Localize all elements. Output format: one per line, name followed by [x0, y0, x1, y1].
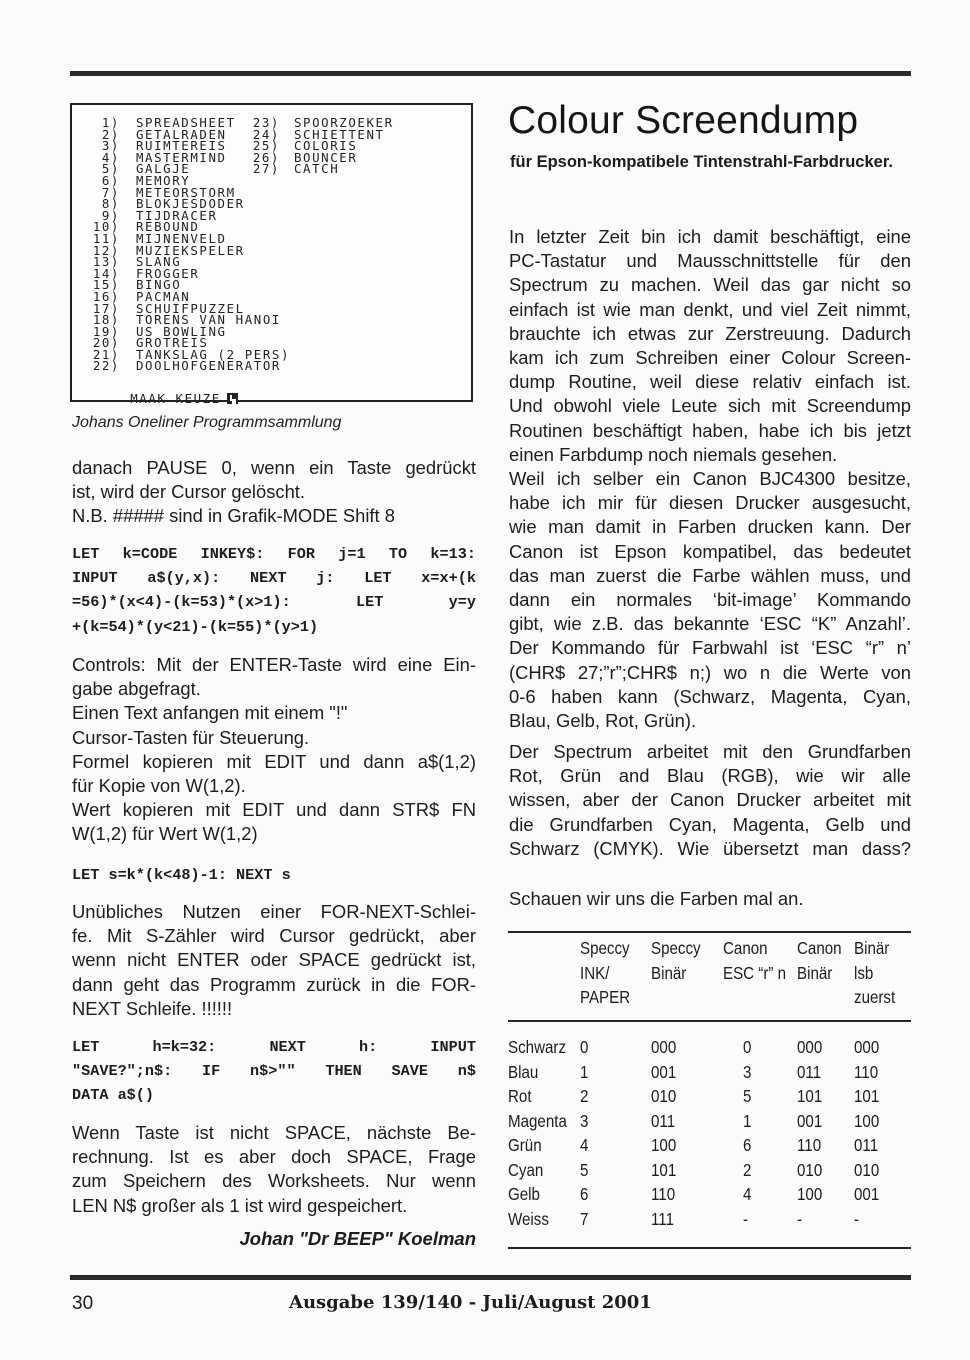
text-line: N.B. ##### sind in Grafik-MODE Shift 8 [72, 505, 395, 527]
text-line: Unübliches Nutzen einer FOR-NEXT-Schlei- [72, 901, 476, 922]
table-header-cell [723, 936, 796, 1010]
table-cell [508, 1109, 576, 1134]
issue-info: Ausgabe 139/140 - Juli/August 2001 [289, 1292, 652, 1313]
table-cell-value: 1 [743, 1110, 752, 1131]
program-name: PACMAN [136, 288, 191, 304]
program-name: GALGJE [136, 161, 191, 177]
table-cell-value: 011 [797, 1061, 822, 1082]
table-cell [743, 1133, 757, 1158]
program-number: 14) [92, 265, 120, 281]
program-name: GETALRADEN [136, 126, 227, 142]
text-line: PC-Tastatur und Mausschnittstelle für den [509, 250, 911, 272]
article-paragraph-2 [509, 467, 911, 733]
text-line: NEXT Schleife. !!!!!! [72, 997, 233, 1019]
table-cell-value: 110 [854, 1061, 879, 1082]
program-list-item [246, 163, 394, 175]
header-line: Binär [797, 962, 833, 983]
header-rule [70, 71, 911, 76]
table-cell-value: 101 [651, 1159, 677, 1180]
table-cell [651, 1207, 678, 1232]
table-bottom-rule [508, 1247, 911, 1249]
table-cell-value: 101 [797, 1086, 823, 1106]
table-cell-value: 000 [651, 1037, 677, 1057]
text-line: fe. Mit S-Zähler wird Cursor gedrückt, aber [72, 925, 476, 947]
program-number: 16) [92, 288, 120, 304]
program-number: 9) [101, 207, 120, 223]
table-cell [651, 1035, 680, 1060]
table-cell-value: 011 [854, 1135, 879, 1155]
program-name: MASTERMIND [136, 149, 227, 165]
text-line: dump Routine, weil diese relativ einfach ist. [509, 371, 911, 393]
text-line: =56)*(x<4)-(k=53)*(x>1): LET y=y [72, 593, 476, 612]
table-cell-value: 6 [580, 1184, 589, 1204]
table-cell [854, 1109, 883, 1134]
table-cell [797, 1207, 803, 1232]
text-line: "SAVE?";n$: IF n$>"" THEN SAVE n$ [72, 1062, 476, 1081]
program-name: FROGGER [136, 265, 200, 281]
table-cell-value: 101 [854, 1086, 880, 1106]
header-line: ESC “r” n [723, 962, 787, 983]
table-cell [743, 1084, 757, 1109]
text-line: das man zuerst die Farbe wählen muss, und [509, 564, 911, 586]
program-number: 27) [252, 161, 280, 177]
header-line: Binär [651, 962, 687, 983]
table-cell [508, 1060, 543, 1085]
left-paragraph-4 [72, 1121, 476, 1218]
article-paragraph-1 [509, 225, 911, 467]
program-name: MIJNENVELD [136, 230, 227, 246]
text-line: einen Farbdump noch niemals gesehen. [509, 443, 838, 465]
text-line: Spectrum zu machen. Weil das gar nicht so [509, 274, 911, 296]
text-line: wie man damit in Farben drucken kann. Der [509, 516, 911, 538]
text-line: Einen Text anfangen mit einem "!" [72, 702, 348, 724]
table-cell-value: 110 [797, 1135, 822, 1155]
text-line: Schauen wir uns die Farben mal an. [509, 888, 804, 909]
table-cell-value: 000 [854, 1037, 880, 1057]
program-number: 18) [92, 312, 120, 328]
table-cell [797, 1182, 826, 1207]
text-line: Der Spectrum arbeitet mit den Grundfarben [509, 741, 911, 762]
header-line [651, 985, 701, 1010]
header-line: Canon [797, 938, 842, 958]
table-cell [854, 1060, 882, 1085]
code-block-1 [72, 542, 476, 639]
program-number: 8) [101, 196, 120, 212]
table-cell-value: 100 [854, 1110, 880, 1131]
figure-caption: Johans Oneliner Programmsammlung [72, 414, 342, 431]
text-line: für Kopie von W(1,2). [72, 775, 246, 797]
program-number: 19) [92, 323, 120, 339]
table-cell [651, 1133, 680, 1158]
table-cell [797, 1133, 825, 1158]
table-cell-value: Weiss [508, 1208, 549, 1229]
table-cell [743, 1158, 757, 1183]
table-cell-value: Cyan [508, 1159, 544, 1180]
program-name: SCHUIFPUZZEL [136, 300, 245, 316]
text-line: kam ich zum Schreiben einer Colour Screen- [509, 347, 911, 369]
table-row [508, 1182, 911, 1207]
text-line: LET h=k=32: NEXT h: INPUT [72, 1038, 476, 1056]
program-number: 6) [101, 172, 120, 188]
text-line: Controls: Mit der ENTER-Taste wird eine Ein- [72, 654, 476, 675]
table-cell-value: 001 [854, 1184, 880, 1204]
text-line: Wert kopieren mit EDIT und dann STR$ FN [72, 799, 476, 821]
header-line [508, 985, 512, 1010]
program-name: TIJDRACER [136, 207, 218, 223]
program-name: MEMORY [136, 172, 191, 188]
program-number: 5) [101, 161, 120, 177]
table-cell-value: 6 [743, 1135, 752, 1155]
table-cell [580, 1035, 594, 1060]
table-cell-value: - [854, 1208, 860, 1229]
program-number: 25) [252, 138, 280, 154]
table-top-rule [508, 931, 911, 933]
article-subtitle: für Epson-kompatibele Tintenstrahl-Farbdrucker. [510, 153, 893, 171]
left-paragraph-1 [72, 456, 476, 529]
table-cell [854, 1182, 883, 1207]
table-cell [743, 1207, 757, 1232]
table-cell-value: 1 [580, 1061, 589, 1082]
program-number: 3) [101, 138, 120, 154]
table-cell [508, 1133, 547, 1158]
program-number: 13) [92, 254, 120, 270]
program-name: DOOLHOFGENERATOR [136, 358, 281, 374]
text-line: habe ich mir für diesen Drucker ausgesucht, [509, 492, 911, 514]
program-number: 17) [92, 300, 120, 316]
table-cell [743, 1035, 757, 1060]
text-line: LET k=CODE INKEY$: FOR j=1 TO k=13: [72, 545, 476, 563]
table-row [508, 1060, 911, 1085]
table-cell-value: 4 [580, 1135, 589, 1155]
text-line: wissen, aber der Canon Drucker arbeitet mit [509, 789, 911, 811]
table-cell-value: 001 [651, 1061, 677, 1082]
header-line: Binär [854, 938, 890, 958]
table-header-cell [508, 936, 513, 1010]
text-line: W(1,2) für Wert W(1,2) [72, 823, 258, 845]
text-line: danach PAUSE 0, wenn ein Taste gedrückt [72, 457, 476, 478]
table-row [508, 1158, 911, 1183]
table-cell-value: - [797, 1208, 803, 1229]
program-name: BINGO [136, 277, 182, 293]
table-cell [797, 1035, 826, 1060]
table-cell-value: 001 [797, 1110, 823, 1131]
table-cell [743, 1109, 757, 1134]
table-header-cell [651, 936, 709, 1010]
program-name: US BOWLING [136, 323, 227, 339]
table-row [508, 1084, 911, 1109]
table-cell-value: - [743, 1208, 749, 1229]
program-number: 21) [92, 346, 120, 362]
table-cell-value: 2 [743, 1159, 752, 1180]
table-cell [651, 1060, 680, 1085]
table-cell [743, 1182, 757, 1207]
program-number: 20) [92, 335, 120, 351]
text-line: Schwarz (CMYK). Wie übersetzt man dass? [509, 837, 911, 859]
table-cell-value: 110 [651, 1184, 676, 1204]
table-cell-value: 0 [743, 1037, 752, 1057]
program-number: 10) [92, 219, 120, 235]
program-name: METEORSTORM [136, 184, 236, 200]
table-cell [797, 1084, 826, 1109]
left-paragraph-2 [72, 653, 476, 847]
table-row [508, 1109, 911, 1134]
table-header-cell [797, 936, 849, 1010]
program-number: 7) [101, 184, 120, 200]
text-line: rechnung. Ist es aber doch SPACE, Frage [72, 1146, 476, 1168]
program-name: GROTREIS [136, 335, 209, 351]
author-signature: Johan "Dr BEEP" Koelman [239, 1228, 476, 1249]
text-line: Cursor-Tasten für Steuerung. [72, 726, 310, 748]
program-name: SPREADSHEET [136, 115, 236, 130]
table-cell [651, 1182, 679, 1207]
program-number: 23) [252, 115, 280, 130]
choice-prompt [94, 381, 238, 416]
header-line: zuerst [854, 987, 896, 1007]
table-cell-value: Gelb [508, 1184, 540, 1204]
table-cell [508, 1084, 535, 1109]
table-cell-value: Schwarz [508, 1037, 567, 1057]
program-name: RUIMTEREIS [136, 138, 227, 154]
table-cell-value: 000 [797, 1037, 823, 1057]
left-paragraph-3 [72, 900, 476, 1021]
program-name: SPOORZOEKER [294, 115, 394, 130]
table-cell [580, 1060, 594, 1085]
choice-prompt-text: MAAK KEUZE [130, 390, 221, 406]
footer-rule [70, 1275, 911, 1280]
header-line: PAPER [580, 987, 631, 1007]
program-number: 1) [101, 115, 120, 130]
header-line: INK/ [580, 962, 610, 983]
table-cell-value: 010 [651, 1086, 677, 1106]
table-cell [580, 1158, 594, 1183]
program-name: BOUNCER [294, 149, 358, 165]
program-number: 12) [92, 242, 120, 258]
table-cell-value: Magenta [508, 1110, 567, 1131]
header-line: lsb [854, 962, 874, 983]
text-line: die Grundfarben Cyan, Magenta, Gelb und [509, 813, 911, 835]
program-number: 4) [101, 149, 120, 165]
table-cell-value: 4 [743, 1184, 752, 1204]
table-cell [854, 1035, 883, 1060]
table-cell-value: Blau [508, 1061, 539, 1082]
table-cell-value: 100 [797, 1184, 823, 1204]
table-cell-value: 5 [743, 1086, 752, 1106]
text-line: Und obwohl viele Leute sich mit Screendump [509, 395, 911, 417]
table-cell [580, 1133, 594, 1158]
text-line: dann ein normales ‘bit-image’ Kommando [509, 589, 911, 611]
table-cell-value: 3 [743, 1061, 752, 1082]
table-row [508, 1207, 911, 1232]
text-line: +(k=54)*(y<21)-(k=55)*(y>1) [72, 617, 319, 636]
text-line: INPUT a$(y,x): NEXT j: LET x=x+(k [72, 569, 476, 588]
program-name: SCHIETTENT [294, 126, 385, 142]
table-cell [651, 1109, 679, 1134]
table-cell-value: 0 [580, 1037, 589, 1057]
text-line: brauchte ich etwas zur Zerstreuung. Dadurch [509, 322, 911, 344]
table-cell [854, 1133, 882, 1158]
table-header-cell [854, 936, 902, 1010]
table-cell-value: 100 [651, 1135, 677, 1155]
text-line: einfach ist wie man denkt, und viel Zeit nimmt, [509, 298, 911, 320]
program-name: REBOUND [136, 219, 200, 235]
program-name: MUZIEKSPELER [136, 242, 245, 258]
code-block-3 [72, 1035, 476, 1108]
table-cell [508, 1207, 556, 1232]
text-line: Wenn Taste ist nicht SPACE, nächste Be- [72, 1122, 476, 1143]
table-cell [854, 1158, 883, 1183]
table-cell-value: 5 [580, 1159, 589, 1180]
table-header-cell [580, 936, 638, 1010]
table-cell [854, 1207, 860, 1232]
header-line: Speccy [651, 938, 701, 958]
text-line: zum Speichern des Worksheets. Nur wenn [72, 1170, 476, 1192]
program-number: 24) [252, 126, 280, 142]
program-name: TANKSLAG (2 PERS) [136, 346, 291, 362]
table-cell [508, 1158, 549, 1183]
article-paragraph-3 [509, 740, 911, 861]
text-line: (CHR$ 27;”r”;CHR$ n;) wo n die Werte von [509, 661, 911, 683]
table-cell [854, 1084, 883, 1109]
program-name: TORENS VAN HANOI [136, 312, 281, 328]
table-cell-value: Rot [508, 1086, 532, 1106]
header-line [508, 961, 512, 986]
table-cell [651, 1158, 680, 1183]
header-line [723, 985, 786, 1010]
program-number: 26) [252, 149, 280, 165]
text-line: Formel kopieren mit EDIT und dann a$(1,2) [72, 750, 476, 772]
table-cell-value: 7 [580, 1208, 589, 1229]
table-header-rule [508, 1020, 911, 1022]
text-line: ist, wird der Cursor gelöscht. [72, 481, 306, 503]
program-number: 15) [92, 277, 120, 293]
text-line: Weil ich selber ein Canon BJC4300 besitze, [509, 468, 911, 489]
text-line: DATA a$() [72, 1086, 155, 1105]
table-cell-value: 3 [580, 1110, 589, 1131]
table-cell [580, 1084, 594, 1109]
text-line: Rot, Grün and Blau (RGB), wie wir alle [509, 765, 911, 787]
text-line: 0-6 haben kann (Schwarz, Magenta, Cyan, [509, 685, 911, 707]
header-line [797, 985, 842, 1010]
table-cell-value: 010 [797, 1159, 823, 1180]
text-line: Canon ist Epson kompatibel, das bedeutet [509, 540, 911, 562]
program-name: BLOKJESDODER [136, 196, 245, 212]
table-cell [797, 1158, 826, 1183]
table-row [508, 1133, 911, 1158]
program-number: 2) [101, 126, 120, 142]
text-line: Blau, Gelb, Rot, Grün). [509, 710, 697, 732]
program-list-item [82, 360, 290, 372]
text-line: wenn nicht ENTER oder SPACE gedrückt ist, [72, 949, 476, 971]
header-line: Speccy [580, 938, 630, 958]
header-line: Canon [723, 938, 768, 958]
page-number: 30 [72, 1293, 94, 1314]
program-number: 11) [92, 230, 120, 246]
text-line: dann geht das Programm zurück in die FOR- [72, 973, 476, 995]
text-line: gabe abgefragt. [72, 678, 201, 700]
table-cell-value: Grün [508, 1135, 542, 1155]
text-line: In letzter Zeit bin ich damit beschäftigt, eine [509, 226, 911, 247]
program-menu-screenshot [70, 103, 473, 406]
program-number: 22) [92, 358, 120, 374]
table-cell [797, 1109, 826, 1134]
table-cell [743, 1060, 757, 1085]
article-paragraph-4 [509, 887, 911, 911]
table-cell [651, 1084, 680, 1109]
text-line: LET s=k*(k<48)-1: NEXT s [72, 866, 291, 884]
cursor-l-icon [227, 393, 238, 404]
program-name: CATCH [294, 161, 340, 177]
program-name: SLANG [136, 254, 182, 270]
table-cell [797, 1060, 825, 1085]
program-name: COLORIS [294, 138, 358, 154]
table-cell [508, 1035, 575, 1060]
table-row [508, 1035, 911, 1060]
table-cell-value: 2 [580, 1086, 589, 1106]
table-cell-value: 011 [651, 1110, 676, 1131]
text-line: Routinen beschäftigt haben, habe ich bis jetzt [509, 419, 911, 441]
table-cell [580, 1207, 594, 1232]
table-cell-value: 111 [651, 1208, 675, 1229]
table-cell-value: 010 [854, 1159, 880, 1180]
text-line: gibt, wie z.B. das bekannte ‘ESC “K” Anzahl’. [509, 613, 911, 635]
text-line: Der Kommando für Farbwahl ist ‘ESC “r” n’ [509, 637, 911, 659]
table-cell [580, 1109, 594, 1134]
header-line [508, 936, 512, 961]
program-list-column-2 [246, 117, 394, 175]
article-title: Colour Screendump [508, 99, 859, 142]
table-cell [508, 1182, 545, 1207]
code-block-2 [72, 863, 476, 887]
table-cell [580, 1182, 594, 1207]
text-line: LEN N$ großer als 1 ist wird gespeichert. [72, 1194, 408, 1216]
